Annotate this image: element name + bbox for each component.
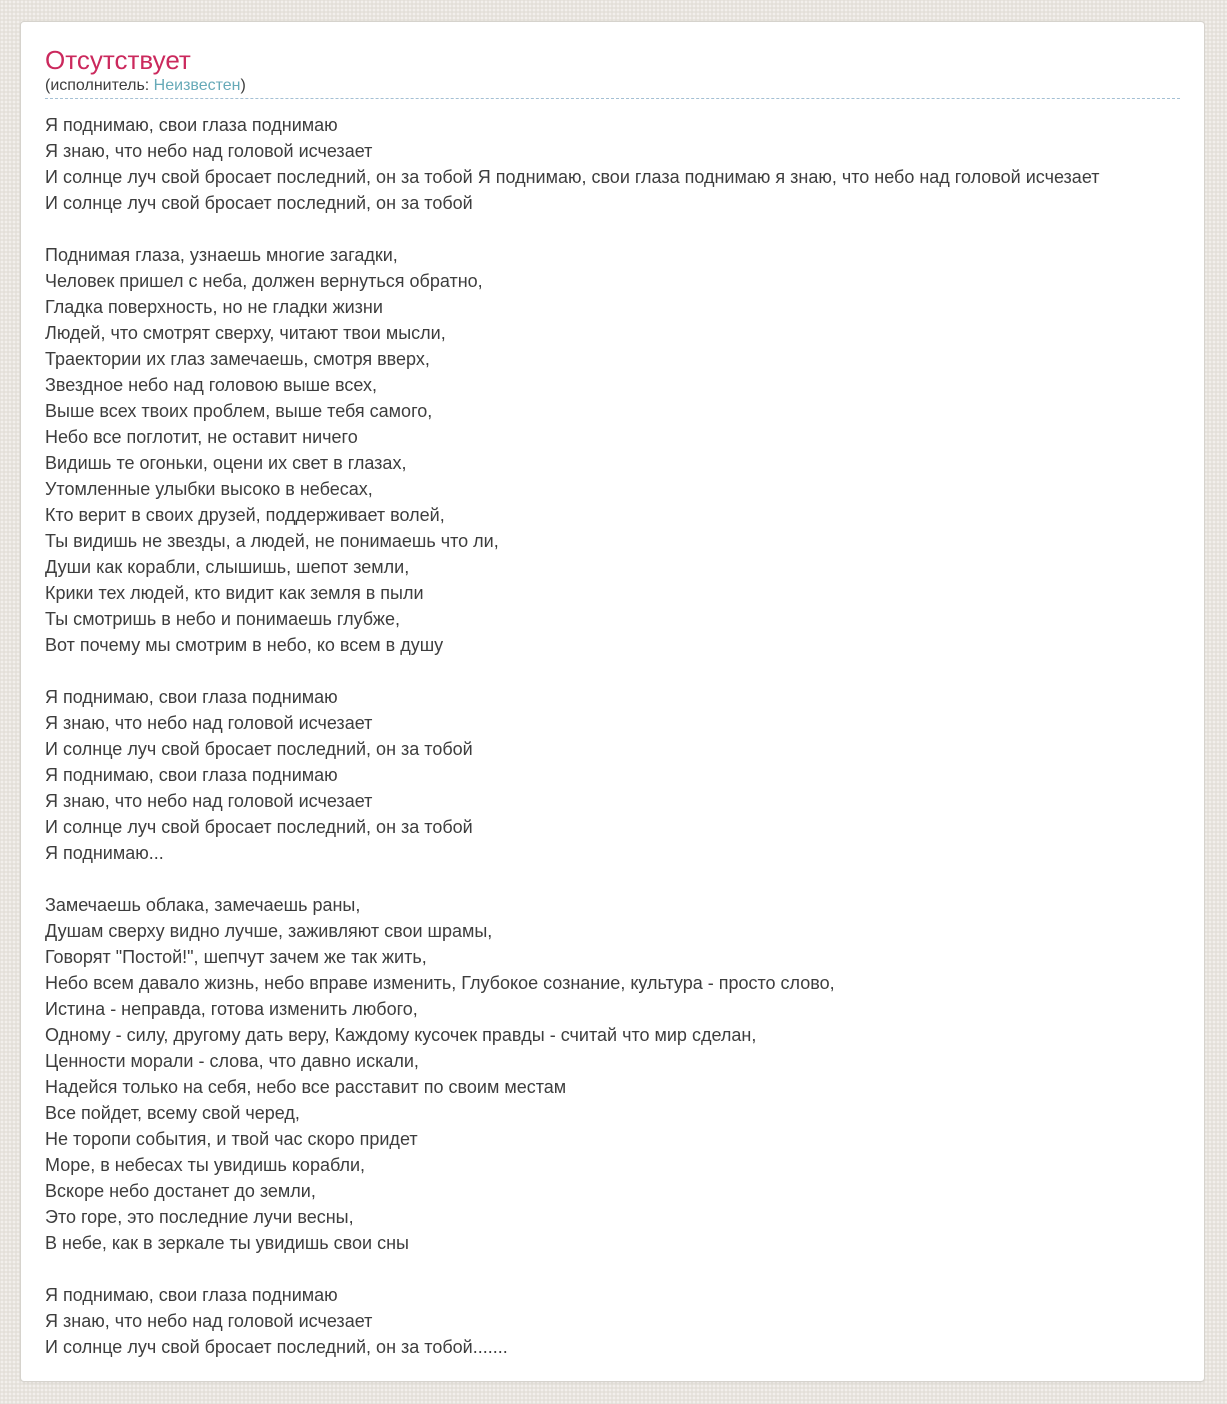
lyrics-line: Кто верит в своих друзей, поддерживает волей, [45,505,445,525]
lyrics-line: Я знаю, что небо над головой исчезает [45,791,373,811]
lyrics-line: Одному - силу, другому дать веру, Каждому кусочек правды - считай что мир сделан, [45,1025,757,1045]
lyrics-text [45,112,1180,1360]
lyrics-line: И солнце луч свой бросает последний, он за тобой....... [45,1337,508,1357]
lyrics-line: Надейся только на себя, небо все расставит по своим местам [45,1077,567,1097]
lyrics-line: Я знаю, что небо над головой исчезает [45,713,373,733]
lyrics-line: Поднимая глаза, узнаешь многие загадки, [45,245,398,265]
artist-link[interactable]: Неизвестен [153,77,241,94]
lyrics-line: Я поднимаю, свои глаза поднимаю [45,1285,338,1305]
lyrics-line: Душам сверху видно лучше, заживляют свои шрамы, [45,921,493,941]
lyrics-line: Говорят "Постой!", шепчут зачем же так жить, [45,947,427,967]
lyrics-line: Я поднимаю, свои глаза поднимаю [45,765,338,785]
lyrics-line: Вот почему мы смотрим в небо, ко всем в душу [45,635,444,655]
lyrics-line: Замечаешь облака, замечаешь раны, [45,895,361,915]
lyrics-line: Небо всем давало жизнь, небо вправе изменить, Глубокое сознание, культура - просто слово, [45,973,835,993]
lyrics-line: Ценности морали - слова, что давно искали, [45,1051,419,1071]
song-header [45,45,1180,99]
lyrics-line: Я поднимаю, свои глаза поднимаю [45,687,338,707]
lyrics-stanza [45,242,1180,658]
artist-label: (исполнитель: [45,77,154,94]
artist-close-paren: ) [240,77,246,94]
lyrics-line: Истина - неправда, готова изменить любого, [45,999,418,1019]
lyrics-line: В небе, как в зеркале ты увидишь свои сны [45,1233,409,1253]
lyrics-line: Души как корабли, слышишь, шепот земли, [45,557,410,577]
artist-row [45,76,1180,95]
lyrics-line: Человек пришел с неба, должен вернуться обратно, [45,271,483,291]
lyrics-line: Я поднимаю, свои глаза поднимаю [45,115,338,135]
lyrics-stanza [45,684,1180,866]
lyrics-line: Гладка поверхность, но не гладки жизни [45,297,383,317]
lyrics-line: Крики тех людей, кто видит как земля в пыли [45,583,424,603]
lyrics-line: Ты смотришь в небо и понимаешь глубже, [45,609,400,629]
lyrics-stanza [45,892,1180,1256]
lyrics-line: Ты видишь не звезды, а людей, не понимаешь что ли, [45,531,499,551]
lyrics-stanza [45,1282,1180,1360]
lyrics-line: И солнце луч свой бросает последний, он за тобой [45,193,473,213]
lyrics-card [20,21,1205,1382]
lyrics-line: Море, в небесах ты увидишь корабли, [45,1155,366,1175]
lyrics-line: И солнце луч свой бросает последний, он за тобой [45,739,473,759]
lyrics-line: Звездное небо над головою выше всех, [45,375,377,395]
lyrics-line: Все пойдет, всему свой черед, [45,1103,300,1123]
lyrics-line: Я поднимаю... [45,843,164,863]
lyrics-stanza [45,112,1180,216]
lyrics-line: Я знаю, что небо над головой исчезает [45,141,373,161]
lyrics-line: Я знаю, что небо над головой исчезает [45,1311,373,1331]
lyrics-line: И солнце луч свой бросает последний, он за тобой Я поднимаю, свои глаза поднимаю я знаю, что небо над головой исчезает [45,167,1100,187]
lyrics-line: Вскоре небо достанет до земли, [45,1181,316,1201]
lyrics-line: И солнце луч свой бросает последний, он за тобой [45,817,473,837]
lyrics-line: Небо все поглотит, не оставит ничего [45,427,358,447]
lyrics-line: Людей, что смотрят сверху, читают твои мысли, [45,323,446,343]
lyrics-line: Траектории их глаз замечаешь, смотря вверх, [45,349,430,369]
lyrics-line: Утомленные улыбки высоко в небесах, [45,479,373,499]
lyrics-line: Выше всех твоих проблем, выше тебя самого, [45,401,433,421]
lyrics-line: Это горе, это последние лучи весны, [45,1207,354,1227]
lyrics-line: Не торопи события, и твой час скоро придет [45,1129,418,1149]
song-title-link[interactable]: Отсутствует [45,45,191,75]
lyrics-line: Видишь те огоньки, оцени их свет в глазах, [45,453,407,473]
